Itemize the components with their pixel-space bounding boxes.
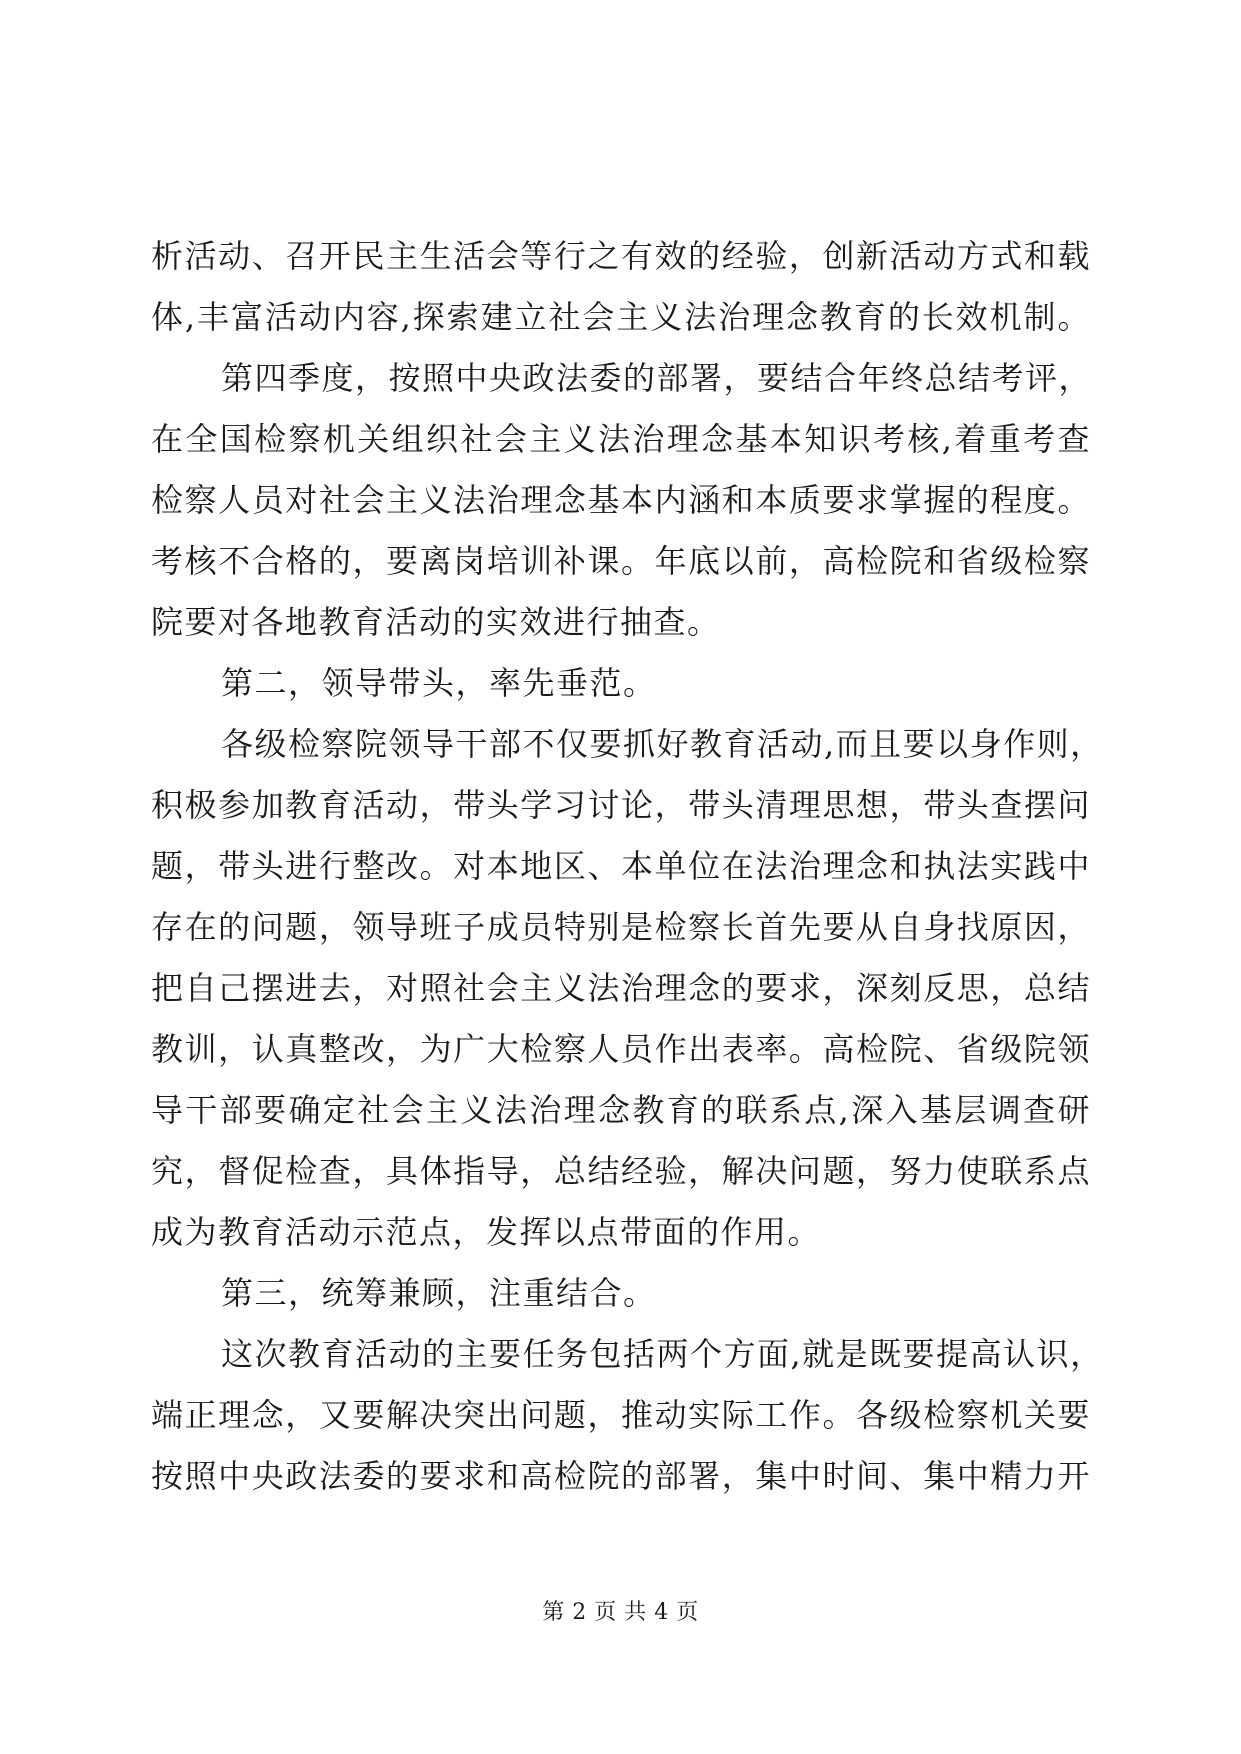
text-line: 教训，认真整改，为广大检察人员作出表率。高检院、省级院领: [151, 1030, 1091, 1068]
text-line: 考核不合格的，要离岗培训补课。年底以前，高检院和省级检察: [151, 542, 1091, 580]
text-line: 第四季度，按照中央政法委的部署，要结合年终总结考评，: [221, 359, 1093, 397]
text-line: 各级检察院领导干部不仅要抓好教育活动,而且要以身作则，: [221, 725, 1104, 763]
text-line: 积极参加教育活动，带头学习讨论，带头清理思想，带头查摆问: [151, 786, 1091, 824]
text-line: 把自己摆进去，对照社会主义法治理念的要求，深刻反思，总结: [151, 969, 1091, 1007]
text-line: 检察人员对社会主义法治理念基本内涵和本质要求掌握的程度。: [151, 481, 1091, 519]
text-line: 体,丰富活动内容,探索建立社会主义法治理念教育的长效机制。: [151, 298, 1091, 336]
section-heading: 第二，领导带头，率先垂范。: [221, 664, 657, 702]
text-line: 题，带头进行整改。对本地区、本单位在法治理念和执法实践中: [151, 847, 1091, 885]
text-line: 究，督促检查，具体指导，总结经验，解决问题，努力使联系点: [151, 1152, 1091, 1190]
text-line: 析活动、召开民主生活会等行之有效的经验，创新活动方式和载: [151, 237, 1091, 275]
text-line: 按照中央政法委的要求和高检院的部署，集中时间、集中精力开: [151, 1457, 1091, 1495]
text-line: 这次教育活动的主要任务包括两个方面,就是既要提高认识，: [221, 1335, 1104, 1373]
text-line: 在全国检察机关组织社会主义法治理念基本知识考核,着重考查: [151, 420, 1091, 458]
section-heading: 第三，统筹兼顾，注重结合。: [221, 1274, 657, 1312]
body-text: [151, 226, 1104, 1507]
page-footer: 第 2 页 共 4 页: [542, 1600, 699, 1625]
text-line: 导干部要确定社会主义法治理念教育的联系点,深入基层调查研: [151, 1091, 1091, 1129]
text-line: 端正理念，又要解决突出问题，推动实际工作。各级检察机关要: [151, 1396, 1091, 1434]
text-line: 院要对各地教育活动的实效进行抽查。: [151, 603, 721, 641]
text-line: 成为教育活动示范点，发挥以点带面的作用。: [151, 1213, 822, 1251]
text-line: 存在的问题，领导班子成员特别是检察长首先要从自身找原因，: [151, 908, 1091, 946]
